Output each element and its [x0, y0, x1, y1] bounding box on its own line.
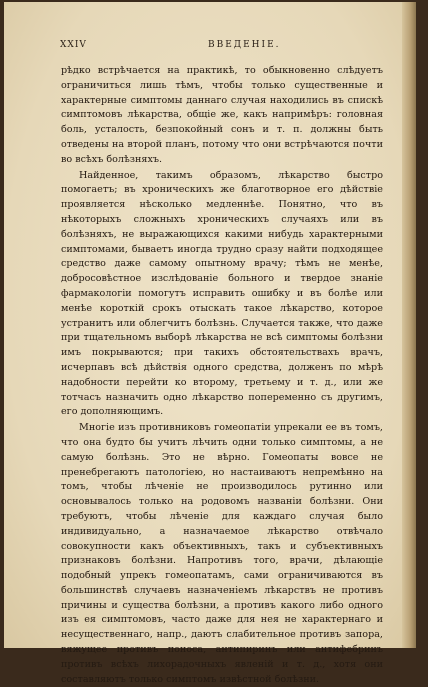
- running-title: ВВЕДЕНІЕ.: [208, 40, 281, 50]
- book-page: [4, 2, 416, 685]
- page-number: XXIV: [60, 40, 87, 50]
- page-spine-edge: [402, 2, 416, 648]
- body-text: [61, 64, 383, 687]
- paragraph: Многіе изъ противниковъ гомеопатіи упрекали ее въ томъ, что она будто бы учитъ лѣчить одни только симптомы, а не самую болѣзнь. Это не вѣрно. Гомеопаты вовсе не пренебрегаютъ патологіею, но настаиваютъ непремѣнно на томъ, чтобы лѣченіе не производилось рутинно или основывалось только на родовомъ названіи болѣзни. Они требуютъ, чтобы лѣченіе для каждаго случая было индивидуально, а назначаемое лѣкарство отвѣчало совокупности какъ объективныхъ, такъ и субъективныхъ признаковъ болѣзни. Напротивъ того, врачи, дѣлающіе подобный упрекъ гомеопатамъ, сами ограничиваются въ большинствѣ случаевъ назначеніемъ лѣкарствъ не противъ причины и существа болѣзни, а противъ какого либо одного изъ ея симптомовъ, часто даже для нея не характернаго и несущественнаго, напр., даютъ слабительное противъ запора, вяжущее противъ поноса, антипиринъ или антифебринъ противъ всѣхъ лихорадочныхъ явленій и т. д., хотя они составляютъ только симптомъ извѣстной болѣзни.: [61, 422, 383, 685]
- running-header: [60, 40, 380, 54]
- paragraph: Найденное, такимъ образомъ, лѣкарство быстро помогаетъ; въ хроническихъ же благотворное его дѣйствіе проявляется нѣсколько медленнѣе. Понятно, что въ нѣкоторыхъ сложныхъ хроническихъ случаяхъ или въ болѣзняхъ, не выражающихся какими нибудь характерными симптомами, бываетъ иногда трудно сразу найти подходящее средство даже самому опытному врачу; тѣмъ не менѣе, добросовѣстное изслѣдованіе больного и твердое знаніе фармакологіи помогутъ исправить ошибку и въ болѣе или менѣе короткій срокъ отыскать такое лѣкарство, которое устранитъ или облегчитъ болѣзнь. Случается также, что даже при тщательномъ выборѣ лѣкарства не всѣ симптомы болѣзни имъ покрываются; при такихъ обстоятельствахъ врачъ, исчерпавъ всѣ дѣйствія одного средства, долженъ по мѣрѣ надобности перейти ко второму, третьему и т. д., или же тотчасъ назначить одно лѣкарство попеременно съ другимъ, его дополняющимъ.: [61, 169, 383, 418]
- paragraph-continued: рѣдко встрѣчается на практикѣ, то обыкновенно слѣдуетъ ограничиться лишь тѣмъ, чтобы только существенные и характерные симптомы даннаго случая находились въ спискѣ симптомовъ лѣкарства, общіе же, какъ напримѣръ: головная боль, усталость, безпокойный сонъ и т. п. должны быть отведены на второй планъ, потому что они встрѣчаются почти во всѣхъ болѣзняхъ.: [61, 65, 383, 165]
